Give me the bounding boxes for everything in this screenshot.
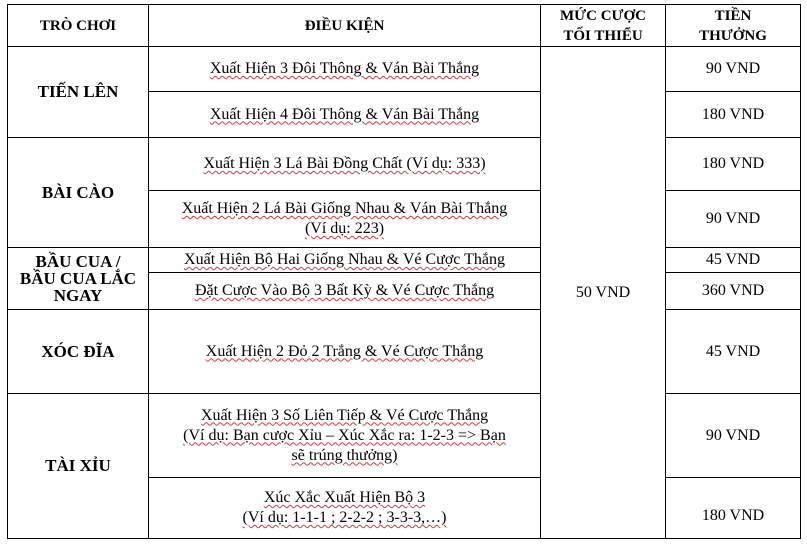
condition-line: Xúc Xắc Xuất Hiện Bộ 3	[263, 489, 426, 506]
reward-value: 45 VND	[666, 248, 801, 273]
game-bau-cua-line1: BẦU CUA /	[35, 252, 121, 271]
header-min-bet	[541, 5, 666, 47]
table-row	[8, 248, 801, 273]
reward-value: 360 VND	[666, 273, 801, 310]
table-row	[8, 47, 801, 92]
game-bai-cao: BÀI CÀO	[8, 138, 149, 248]
header-min-bet-line1: MỨC CƯỢC	[560, 7, 646, 24]
table-row	[8, 394, 801, 478]
game-tien-len: TIẾN LÊN	[8, 47, 149, 138]
reward-value: 180 VND	[666, 92, 801, 138]
condition-line: Xuất Hiện 3 Số Liên Tiếp & Vé Cược Thắng	[200, 406, 489, 424]
game-bau-cua	[8, 248, 149, 310]
condition-line: Xuất Hiện 2 Lá Bài Giống Nhau & Ván Bài Thắng	[181, 200, 508, 217]
header-condition: ĐIỀU KIỆN	[149, 5, 541, 47]
condition-cell	[149, 394, 541, 478]
header-reward-line1: TIỀN	[714, 7, 752, 24]
condition-cell	[149, 191, 541, 248]
game-bau-cua-line2: BẦU CUA LẮC	[19, 269, 137, 288]
condition-line: Xuất Hiện 4 Đôi Thông & Ván Bài Thắng	[209, 105, 480, 123]
header-row	[8, 5, 801, 47]
header-game: TRÒ CHƠI	[8, 5, 149, 47]
reward-value: 180 VND	[666, 478, 801, 539]
condition-line: (Ví dụ: 223)	[304, 220, 385, 237]
game-bau-cua-line3: NGAY	[53, 286, 103, 305]
reward-value: 90 VND	[666, 191, 801, 248]
table-row	[8, 138, 801, 191]
condition-cell	[149, 92, 541, 138]
game-xoc-dia: XÓC ĐĨA	[8, 310, 149, 394]
condition-cell	[149, 273, 541, 310]
reward-value: 90 VND	[666, 394, 801, 478]
min-bet-value: 50 VND	[541, 47, 666, 539]
condition-line: Xuất Hiện 3 Đôi Thông & Ván Bài Thắng	[209, 60, 480, 77]
condition-cell	[149, 310, 541, 394]
condition-line: Xuất Hiện 2 Đỏ 2 Trắng & Vé Cược Thắng	[205, 342, 484, 360]
header-min-bet-line2: TỐI THIỂU	[563, 27, 643, 44]
condition-cell	[149, 47, 541, 92]
header-reward-line2: THƯỞNG	[699, 27, 767, 44]
condition-cell	[149, 138, 541, 191]
condition-line: Xuất Hiện Bộ Hai Giống Nhau & Vé Cược Thắng	[184, 251, 505, 268]
condition-line: sẽ trúng thưởng)	[291, 446, 398, 464]
table-row	[8, 310, 801, 394]
condition-line: Xuất Hiện 3 Lá Bài Đồng Chất (Ví dụ: 333)	[203, 155, 486, 172]
reward-value: 180 VND	[666, 138, 801, 191]
reward-value: 45 VND	[666, 310, 801, 394]
reward-value: 90 VND	[666, 47, 801, 92]
condition-cell	[149, 248, 541, 273]
condition-cell	[149, 478, 541, 539]
condition-line: (Ví dụ: Bạn cược Xỉu – Xúc Xắc ra: 1-2-3 => Bạn	[183, 426, 506, 444]
condition-line: (Ví dụ: 1-1-1 ; 2-2-2 ; 3-3-3,…)	[242, 509, 447, 526]
header-reward	[666, 5, 801, 47]
rewards-table	[7, 4, 801, 539]
game-tai-xiu: TÀI XỈU	[8, 394, 149, 539]
condition-line: Đặt Cược Vào Bộ 3 Bất Kỳ & Vé Cược Thắng	[194, 282, 495, 299]
